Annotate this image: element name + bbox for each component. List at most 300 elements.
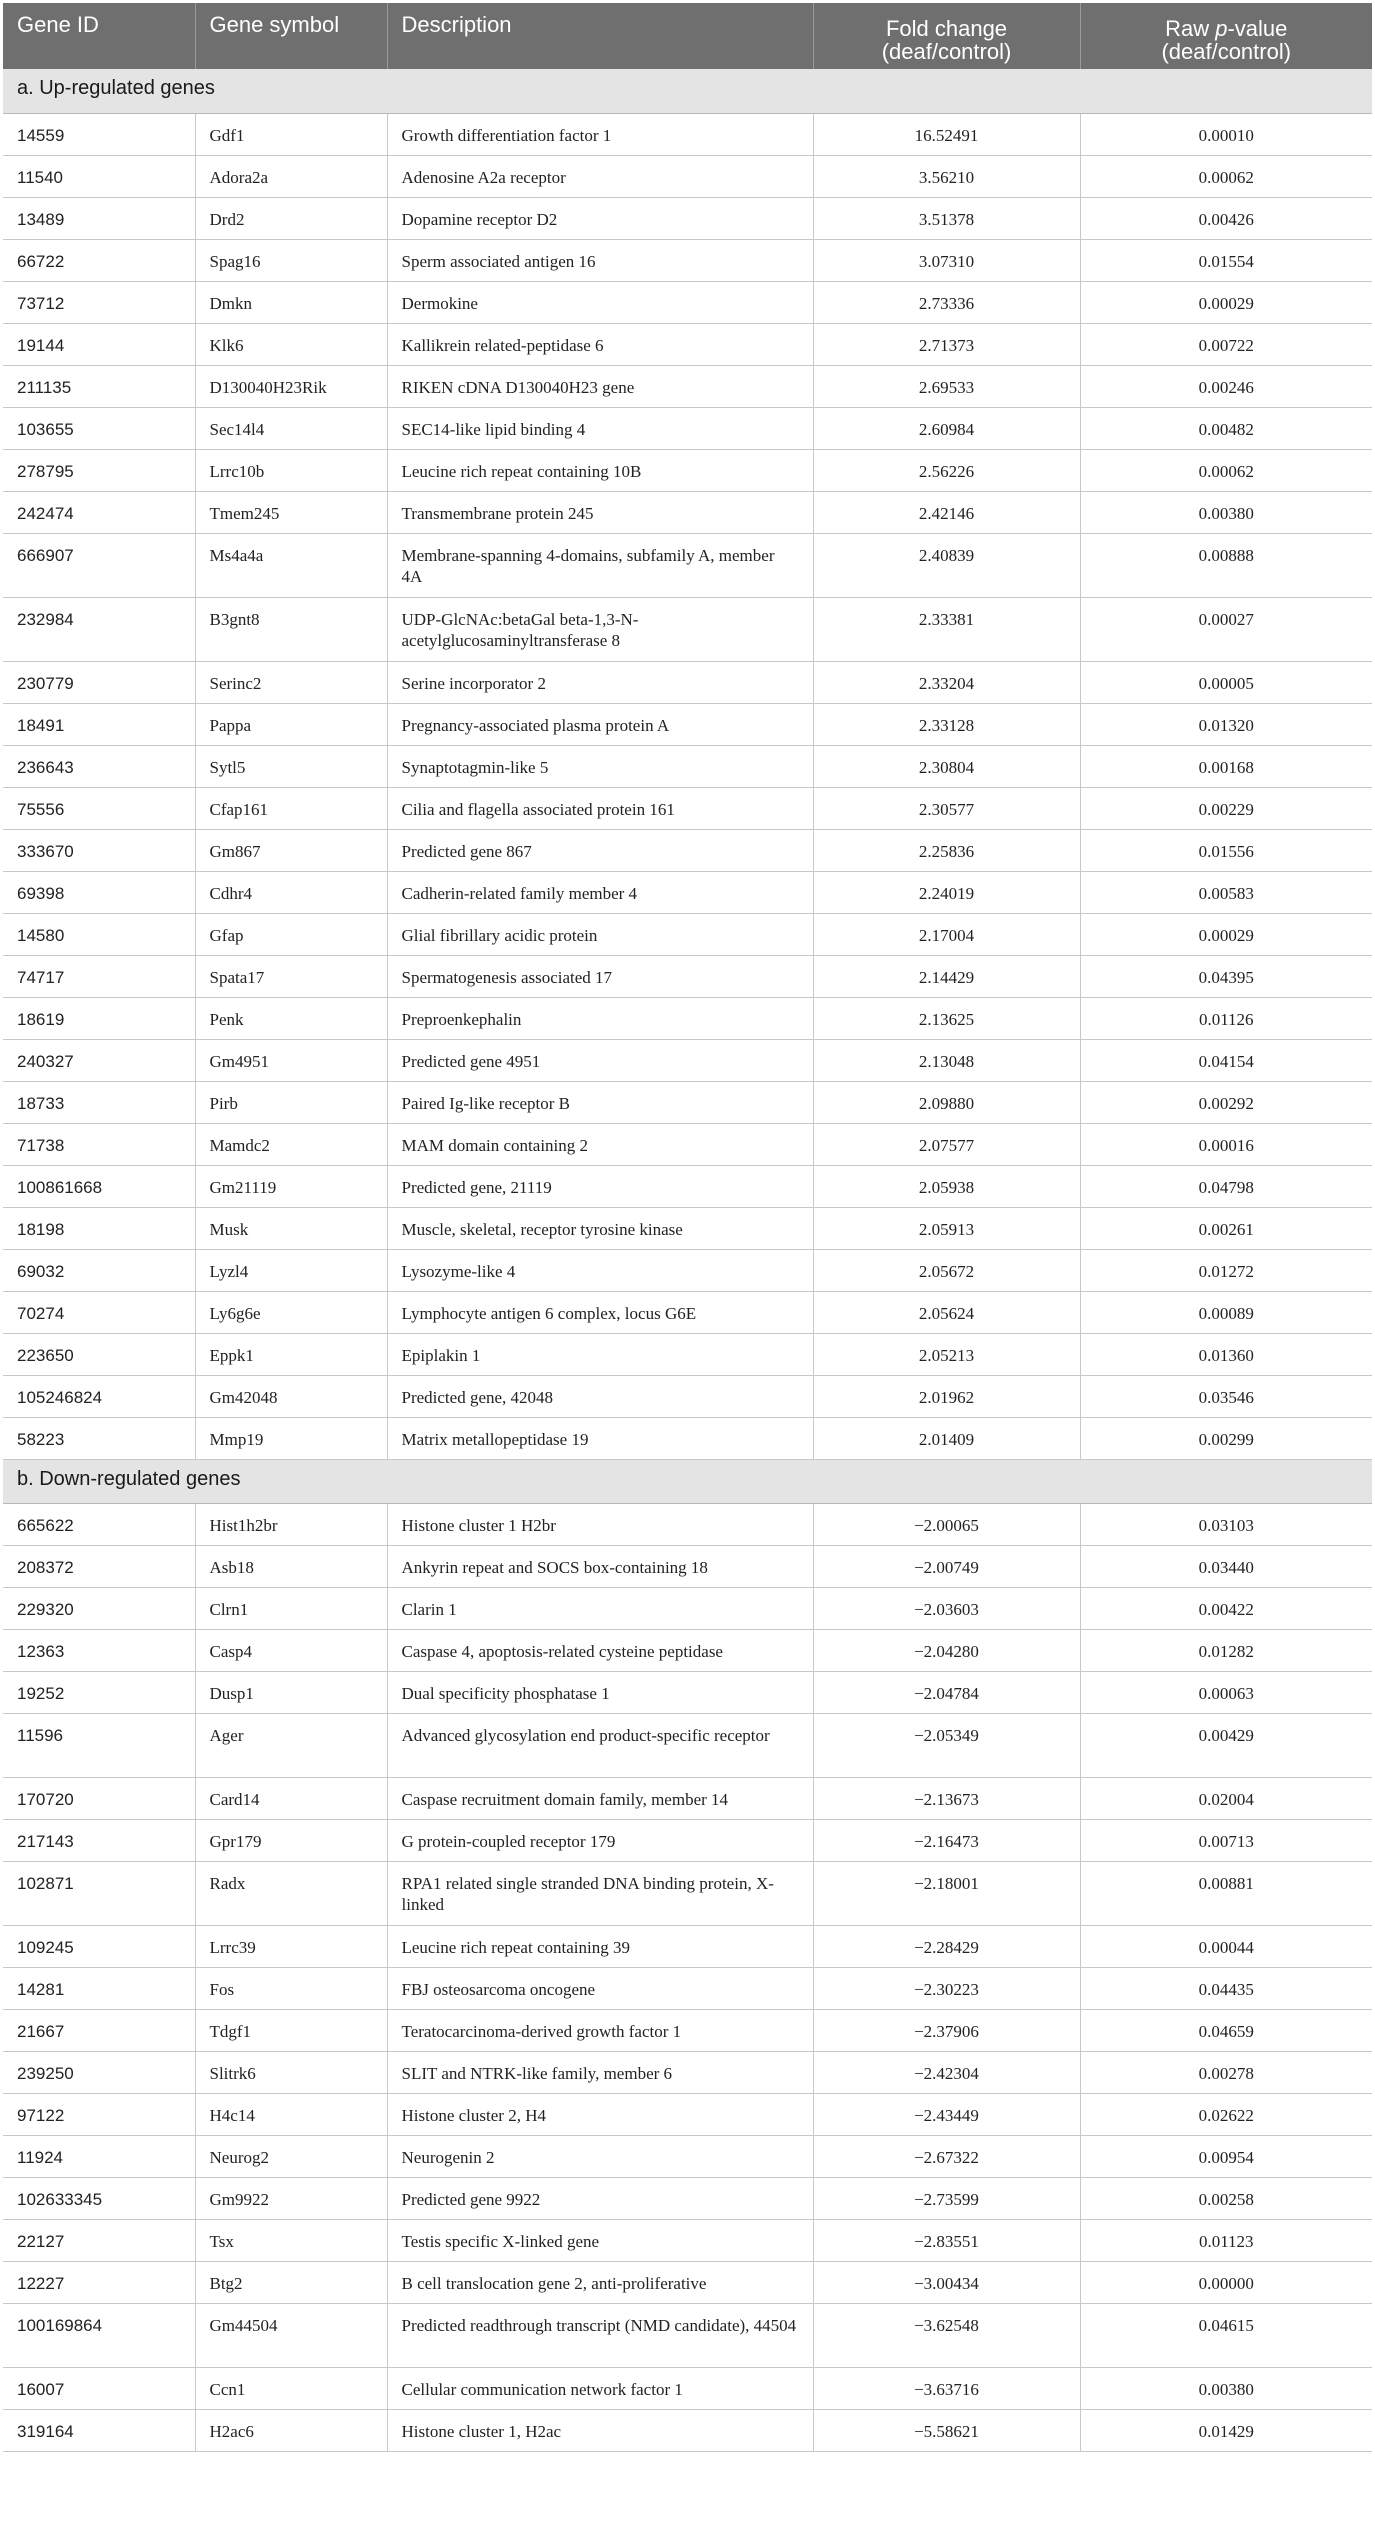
table-row — [3, 1123, 1372, 1165]
cell-fold-change: 2.33381 — [813, 597, 1080, 661]
cell-fold-change: 3.07310 — [813, 239, 1080, 281]
cell-fold-change: 2.69533 — [813, 365, 1080, 407]
cell-gene-id: 14559 — [3, 113, 195, 155]
cell-description: SLIT and NTRK-like family, member 6 — [387, 2051, 813, 2093]
table-row — [3, 597, 1372, 661]
cell-p-value: 0.01272 — [1080, 1249, 1372, 1291]
cell-gene-id: 22127 — [3, 2219, 195, 2261]
cell-gene-id: 12363 — [3, 1629, 195, 1671]
cell-gene-symbol: Hist1h2br — [195, 1503, 387, 1545]
cell-p-value: 0.00722 — [1080, 323, 1372, 365]
cell-p-value: 0.00482 — [1080, 407, 1372, 449]
cell-gene-id: 208372 — [3, 1545, 195, 1587]
cell-description: Cilia and flagella associated protein 161 — [387, 787, 813, 829]
cell-p-value: 0.00044 — [1080, 1925, 1372, 1967]
cell-gene-id: 71738 — [3, 1123, 195, 1165]
cell-p-value: 0.00010 — [1080, 113, 1372, 155]
cell-p-value: 0.00954 — [1080, 2135, 1372, 2177]
cell-gene-id: 242474 — [3, 491, 195, 533]
cell-gene-id: 100169864 — [3, 2303, 195, 2367]
cell-p-value: 0.00246 — [1080, 365, 1372, 407]
cell-gene-symbol: Dusp1 — [195, 1671, 387, 1713]
table-row — [3, 491, 1372, 533]
cell-gene-symbol: Fos — [195, 1967, 387, 2009]
cell-p-value: 0.04435 — [1080, 1967, 1372, 2009]
cell-description: Histone cluster 1 H2br — [387, 1503, 813, 1545]
cell-p-value: 0.00888 — [1080, 533, 1372, 597]
cell-fold-change: −2.04784 — [813, 1671, 1080, 1713]
cell-p-value: 0.03546 — [1080, 1375, 1372, 1417]
cell-gene-symbol: Tsx — [195, 2219, 387, 2261]
cell-description: Matrix metallopeptidase 19 — [387, 1417, 813, 1459]
cell-fold-change: 2.14429 — [813, 955, 1080, 997]
cell-gene-id: 13489 — [3, 197, 195, 239]
cell-gene-symbol: Musk — [195, 1207, 387, 1249]
cell-p-value: 0.00422 — [1080, 1587, 1372, 1629]
cell-gene-id: 11596 — [3, 1713, 195, 1777]
cell-p-value: 0.01282 — [1080, 1629, 1372, 1671]
cell-fold-change: 2.05913 — [813, 1207, 1080, 1249]
cell-gene-id: 14580 — [3, 913, 195, 955]
cell-gene-id: 229320 — [3, 1587, 195, 1629]
cell-description: RPA1 related single stranded DNA binding protein, X-linked — [387, 1861, 813, 1925]
table-row — [3, 1713, 1372, 1777]
cell-description: Predicted gene 867 — [387, 829, 813, 871]
table-row — [3, 155, 1372, 197]
cell-gene-symbol: Gm9922 — [195, 2177, 387, 2219]
cell-p-value: 0.04798 — [1080, 1165, 1372, 1207]
cell-description: Growth differentiation factor 1 — [387, 113, 813, 155]
cell-fold-change: 2.05672 — [813, 1249, 1080, 1291]
table-row — [3, 1587, 1372, 1629]
cell-p-value: 0.03103 — [1080, 1503, 1372, 1545]
cell-fold-change: 3.51378 — [813, 197, 1080, 239]
cell-description: Serine incorporator 2 — [387, 661, 813, 703]
cell-gene-symbol: Card14 — [195, 1777, 387, 1819]
table-row — [3, 913, 1372, 955]
cell-gene-symbol: Gm44504 — [195, 2303, 387, 2367]
cell-p-value: 0.00005 — [1080, 661, 1372, 703]
cell-description: Preproenkephalin — [387, 997, 813, 1039]
cell-gene-id: 69398 — [3, 871, 195, 913]
cell-gene-symbol: Ccn1 — [195, 2367, 387, 2409]
cell-fold-change: 2.13625 — [813, 997, 1080, 1039]
cell-p-value: 0.00299 — [1080, 1417, 1372, 1459]
cell-fold-change: 2.07577 — [813, 1123, 1080, 1165]
cell-gene-id: 73712 — [3, 281, 195, 323]
table-row — [3, 281, 1372, 323]
cell-gene-symbol: Radx — [195, 1861, 387, 1925]
cell-gene-id: 239250 — [3, 2051, 195, 2093]
cell-gene-id: 21667 — [3, 2009, 195, 2051]
cell-gene-symbol: Ager — [195, 1713, 387, 1777]
section-title: b. Down-regulated genes — [3, 1459, 1372, 1503]
table-row — [3, 829, 1372, 871]
cell-description: FBJ osteosarcoma oncogene — [387, 1967, 813, 2009]
cell-gene-symbol: Drd2 — [195, 197, 387, 239]
cell-description: UDP-GlcNAc:betaGal beta-1,3-N-acetylglucosaminyltransferase 8 — [387, 597, 813, 661]
cell-gene-symbol: Sytl5 — [195, 745, 387, 787]
table-row — [3, 1291, 1372, 1333]
cell-gene-id: 16007 — [3, 2367, 195, 2409]
cell-gene-id: 240327 — [3, 1039, 195, 1081]
table-row — [3, 197, 1372, 239]
cell-p-value: 0.01123 — [1080, 2219, 1372, 2261]
header-gene-id: Gene ID — [3, 3, 195, 69]
cell-gene-symbol: Spag16 — [195, 239, 387, 281]
cell-description: Predicted gene, 21119 — [387, 1165, 813, 1207]
cell-fold-change: −2.04280 — [813, 1629, 1080, 1671]
cell-gene-symbol: Lrrc10b — [195, 449, 387, 491]
cell-fold-change: 2.73336 — [813, 281, 1080, 323]
cell-fold-change: 2.71373 — [813, 323, 1080, 365]
cell-gene-symbol: D130040H23Rik — [195, 365, 387, 407]
header-gene-symbol: Gene symbol — [195, 3, 387, 69]
cell-p-value: 0.00429 — [1080, 1713, 1372, 1777]
cell-fold-change: −2.43449 — [813, 2093, 1080, 2135]
cell-gene-id: 18619 — [3, 997, 195, 1039]
cell-p-value: 0.00258 — [1080, 2177, 1372, 2219]
table-row — [3, 1165, 1372, 1207]
cell-p-value: 0.00062 — [1080, 155, 1372, 197]
cell-p-value: 0.02004 — [1080, 1777, 1372, 1819]
cell-description: Synaptotagmin-like 5 — [387, 745, 813, 787]
cell-gene-id: 69032 — [3, 1249, 195, 1291]
cell-fold-change: 2.24019 — [813, 871, 1080, 913]
cell-gene-id: 319164 — [3, 2409, 195, 2451]
table-row — [3, 703, 1372, 745]
cell-description: Kallikrein related-peptidase 6 — [387, 323, 813, 365]
cell-gene-symbol: B3gnt8 — [195, 597, 387, 661]
cell-description: Dermokine — [387, 281, 813, 323]
cell-gene-symbol: Gpr179 — [195, 1819, 387, 1861]
cell-description: Histone cluster 1, H2ac — [387, 2409, 813, 2451]
cell-p-value: 0.04395 — [1080, 955, 1372, 997]
table-row — [3, 323, 1372, 365]
cell-description: Neurogenin 2 — [387, 2135, 813, 2177]
cell-fold-change: −2.13673 — [813, 1777, 1080, 1819]
cell-p-value: 0.00881 — [1080, 1861, 1372, 1925]
header-row — [3, 3, 1372, 69]
cell-gene-symbol: Gfap — [195, 913, 387, 955]
cell-p-value: 0.01126 — [1080, 997, 1372, 1039]
cell-gene-symbol: Lrrc39 — [195, 1925, 387, 1967]
cell-gene-id: 18491 — [3, 703, 195, 745]
table-row — [3, 2367, 1372, 2409]
table-row — [3, 661, 1372, 703]
cell-gene-symbol: Ly6g6e — [195, 1291, 387, 1333]
cell-fold-change: 2.60984 — [813, 407, 1080, 449]
cell-gene-symbol: Serinc2 — [195, 661, 387, 703]
cell-description: Caspase 4, apoptosis-related cysteine peptidase — [387, 1629, 813, 1671]
cell-fold-change: 2.33204 — [813, 661, 1080, 703]
cell-p-value: 0.00063 — [1080, 1671, 1372, 1713]
cell-description: Membrane-spanning 4-domains, subfamily A, member 4A — [387, 533, 813, 597]
cell-gene-id: 103655 — [3, 407, 195, 449]
cell-description: Predicted gene, 42048 — [387, 1375, 813, 1417]
cell-gene-symbol: Gm4951 — [195, 1039, 387, 1081]
cell-gene-id: 236643 — [3, 745, 195, 787]
cell-fold-change: −2.42304 — [813, 2051, 1080, 2093]
table-row — [3, 1545, 1372, 1587]
cell-description: Ankyrin repeat and SOCS box-containing 18 — [387, 1545, 813, 1587]
cell-fold-change: 2.01409 — [813, 1417, 1080, 1459]
section-title: a. Up-regulated genes — [3, 69, 1372, 113]
cell-gene-id: 19144 — [3, 323, 195, 365]
cell-gene-symbol: Gm42048 — [195, 1375, 387, 1417]
cell-description: Adenosine A2a receptor — [387, 155, 813, 197]
header-description: Description — [387, 3, 813, 69]
cell-p-value: 0.03440 — [1080, 1545, 1372, 1587]
cell-description: Paired Ig-like receptor B — [387, 1081, 813, 1123]
cell-gene-symbol: Neurog2 — [195, 2135, 387, 2177]
cell-fold-change: 16.52491 — [813, 113, 1080, 155]
table-row — [3, 1039, 1372, 1081]
cell-p-value: 0.00278 — [1080, 2051, 1372, 2093]
cell-gene-symbol: Gm21119 — [195, 1165, 387, 1207]
cell-p-value: 0.00000 — [1080, 2261, 1372, 2303]
cell-gene-id: 18733 — [3, 1081, 195, 1123]
table-row — [3, 1777, 1372, 1819]
cell-description: Advanced glycosylation end product-specific receptor — [387, 1713, 813, 1777]
cell-description: Transmembrane protein 245 — [387, 491, 813, 533]
cell-gene-id: 232984 — [3, 597, 195, 661]
cell-p-value: 0.00583 — [1080, 871, 1372, 913]
cell-description: Sperm associated antigen 16 — [387, 239, 813, 281]
cell-description: Caspase recruitment domain family, member 14 — [387, 1777, 813, 1819]
cell-fold-change: 2.13048 — [813, 1039, 1080, 1081]
table-row — [3, 955, 1372, 997]
table-row — [3, 2303, 1372, 2367]
header-p-value-line1 — [1095, 17, 1359, 40]
cell-gene-symbol: Sec14l4 — [195, 407, 387, 449]
cell-gene-symbol: Gdf1 — [195, 113, 387, 155]
cell-description: Dual specificity phosphatase 1 — [387, 1671, 813, 1713]
cell-gene-id: 75556 — [3, 787, 195, 829]
table-row — [3, 1375, 1372, 1417]
cell-gene-id: 58223 — [3, 1417, 195, 1459]
table-row — [3, 239, 1372, 281]
cell-gene-id: 230779 — [3, 661, 195, 703]
cell-p-value: 0.00062 — [1080, 449, 1372, 491]
cell-p-value: 0.00016 — [1080, 1123, 1372, 1165]
cell-p-value: 0.00380 — [1080, 491, 1372, 533]
cell-description: Cadherin-related family member 4 — [387, 871, 813, 913]
cell-p-value: 0.00380 — [1080, 2367, 1372, 2409]
table-row — [3, 2177, 1372, 2219]
cell-fold-change: −2.83551 — [813, 2219, 1080, 2261]
cell-gene-symbol: Klk6 — [195, 323, 387, 365]
cell-p-value: 0.00229 — [1080, 787, 1372, 829]
cell-p-value: 0.00261 — [1080, 1207, 1372, 1249]
cell-fold-change: 3.56210 — [813, 155, 1080, 197]
cell-gene-id: 278795 — [3, 449, 195, 491]
cell-gene-symbol: Cfap161 — [195, 787, 387, 829]
cell-fold-change: −2.73599 — [813, 2177, 1080, 2219]
cell-gene-symbol: Btg2 — [195, 2261, 387, 2303]
table-row — [3, 449, 1372, 491]
table-row — [3, 533, 1372, 597]
cell-gene-symbol: Penk — [195, 997, 387, 1039]
cell-p-value: 0.04615 — [1080, 2303, 1372, 2367]
cell-fold-change: −3.62548 — [813, 2303, 1080, 2367]
cell-p-value: 0.01360 — [1080, 1333, 1372, 1375]
cell-gene-id: 11924 — [3, 2135, 195, 2177]
table-row — [3, 1333, 1372, 1375]
cell-gene-symbol: Mmp19 — [195, 1417, 387, 1459]
cell-gene-symbol: H2ac6 — [195, 2409, 387, 2451]
cell-fold-change: 2.17004 — [813, 913, 1080, 955]
cell-description: Teratocarcinoma-derived growth factor 1 — [387, 2009, 813, 2051]
cell-gene-symbol: Ms4a4a — [195, 533, 387, 597]
cell-fold-change: 2.30804 — [813, 745, 1080, 787]
table-row — [3, 2135, 1372, 2177]
cell-fold-change: −2.03603 — [813, 1587, 1080, 1629]
header-p-value-post: -value — [1227, 16, 1288, 41]
cell-description: Histone cluster 2, H4 — [387, 2093, 813, 2135]
header-p-value-pre: Raw — [1165, 16, 1216, 41]
cell-gene-symbol: Casp4 — [195, 1629, 387, 1671]
cell-fold-change: 2.09880 — [813, 1081, 1080, 1123]
cell-gene-id: 70274 — [3, 1291, 195, 1333]
cell-p-value: 0.00029 — [1080, 281, 1372, 323]
table-row — [3, 2219, 1372, 2261]
cell-gene-symbol: Lyzl4 — [195, 1249, 387, 1291]
cell-gene-symbol: Cdhr4 — [195, 871, 387, 913]
cell-gene-symbol: Pirb — [195, 1081, 387, 1123]
cell-fold-change: 2.42146 — [813, 491, 1080, 533]
cell-gene-symbol: Gm867 — [195, 829, 387, 871]
header-fold-change-line1: Fold change — [885, 16, 1008, 41]
cell-gene-symbol: Mamdc2 — [195, 1123, 387, 1165]
cell-description: Muscle, skeletal, receptor tyrosine kinase — [387, 1207, 813, 1249]
cell-p-value: 0.00089 — [1080, 1291, 1372, 1333]
cell-p-value: 0.04659 — [1080, 2009, 1372, 2051]
table-header — [3, 3, 1372, 69]
cell-p-value: 0.01556 — [1080, 829, 1372, 871]
cell-fold-change: 2.40839 — [813, 533, 1080, 597]
cell-gene-id: 102871 — [3, 1861, 195, 1925]
cell-gene-id: 665622 — [3, 1503, 195, 1545]
table-row — [3, 745, 1372, 787]
table-row — [3, 2093, 1372, 2135]
table-row — [3, 365, 1372, 407]
table-row — [3, 1081, 1372, 1123]
table-row — [3, 871, 1372, 913]
cell-p-value: 0.00426 — [1080, 197, 1372, 239]
cell-description: Leucine rich repeat containing 10B — [387, 449, 813, 491]
table-row — [3, 1861, 1372, 1925]
cell-p-value: 0.01429 — [1080, 2409, 1372, 2451]
cell-p-value: 0.02622 — [1080, 2093, 1372, 2135]
cell-description: Epiplakin 1 — [387, 1333, 813, 1375]
cell-gene-symbol: Pappa — [195, 703, 387, 745]
cell-fold-change: 2.33128 — [813, 703, 1080, 745]
cell-description: Dopamine receptor D2 — [387, 197, 813, 239]
cell-gene-id: 19252 — [3, 1671, 195, 1713]
cell-gene-id: 223650 — [3, 1333, 195, 1375]
cell-fold-change: −2.37906 — [813, 2009, 1080, 2051]
cell-fold-change: −2.00749 — [813, 1545, 1080, 1587]
cell-gene-symbol: Asb18 — [195, 1545, 387, 1587]
cell-gene-id: 102633345 — [3, 2177, 195, 2219]
cell-gene-symbol: Clrn1 — [195, 1587, 387, 1629]
cell-fold-change: −3.63716 — [813, 2367, 1080, 2409]
table-row — [3, 1207, 1372, 1249]
cell-fold-change: −2.28429 — [813, 1925, 1080, 1967]
cell-fold-change: 2.05938 — [813, 1165, 1080, 1207]
cell-description: Testis specific X-linked gene — [387, 2219, 813, 2261]
cell-description: MAM domain containing 2 — [387, 1123, 813, 1165]
cell-fold-change: −2.16473 — [813, 1819, 1080, 1861]
cell-gene-symbol: Tmem245 — [195, 491, 387, 533]
cell-gene-symbol: Tdgf1 — [195, 2009, 387, 2051]
cell-fold-change: −2.18001 — [813, 1861, 1080, 1925]
cell-p-value: 0.00168 — [1080, 745, 1372, 787]
table-row — [3, 2409, 1372, 2451]
cell-description: Leucine rich repeat containing 39 — [387, 1925, 813, 1967]
cell-fold-change: 2.01962 — [813, 1375, 1080, 1417]
cell-description: Lymphocyte antigen 6 complex, locus G6E — [387, 1291, 813, 1333]
table-row — [3, 1503, 1372, 1545]
cell-gene-id: 100861668 — [3, 1165, 195, 1207]
cell-gene-id: 211135 — [3, 365, 195, 407]
table-row — [3, 2009, 1372, 2051]
cell-fold-change: 2.05624 — [813, 1291, 1080, 1333]
header-fold-change-line2: (deaf/control) — [881, 39, 1012, 64]
cell-fold-change: 2.30577 — [813, 787, 1080, 829]
cell-description: G protein-coupled receptor 179 — [387, 1819, 813, 1861]
cell-fold-change: 2.25836 — [813, 829, 1080, 871]
gene-table — [3, 3, 1372, 2452]
cell-gene-symbol: Adora2a — [195, 155, 387, 197]
table-row — [3, 1967, 1372, 2009]
section-header-row — [3, 1459, 1372, 1503]
header-fold-change — [813, 3, 1080, 69]
table-row — [3, 113, 1372, 155]
cell-description: Lysozyme-like 4 — [387, 1249, 813, 1291]
cell-fold-change: −2.67322 — [813, 2135, 1080, 2177]
cell-fold-change: −2.05349 — [813, 1713, 1080, 1777]
cell-gene-symbol: Eppk1 — [195, 1333, 387, 1375]
table-body — [3, 69, 1372, 2451]
cell-fold-change: 2.05213 — [813, 1333, 1080, 1375]
cell-gene-symbol: Spata17 — [195, 955, 387, 997]
cell-gene-symbol: Dmkn — [195, 281, 387, 323]
cell-fold-change: −2.00065 — [813, 1503, 1080, 1545]
cell-fold-change: −5.58621 — [813, 2409, 1080, 2451]
cell-description: Cellular communication network factor 1 — [387, 2367, 813, 2409]
cell-p-value: 0.00292 — [1080, 1081, 1372, 1123]
table-row — [3, 1925, 1372, 1967]
cell-p-value: 0.00027 — [1080, 597, 1372, 661]
cell-gene-id: 170720 — [3, 1777, 195, 1819]
table-row — [3, 1819, 1372, 1861]
header-p-value-line2: (deaf/control) — [1161, 39, 1292, 64]
table-row — [3, 1249, 1372, 1291]
cell-gene-id: 12227 — [3, 2261, 195, 2303]
table-row — [3, 787, 1372, 829]
cell-gene-id: 18198 — [3, 1207, 195, 1249]
cell-p-value: 0.01554 — [1080, 239, 1372, 281]
cell-gene-id: 74717 — [3, 955, 195, 997]
section-header-row — [3, 69, 1372, 113]
table-row — [3, 1671, 1372, 1713]
cell-description: Predicted gene 9922 — [387, 2177, 813, 2219]
cell-p-value: 0.01320 — [1080, 703, 1372, 745]
cell-gene-id: 217143 — [3, 1819, 195, 1861]
cell-gene-id: 14281 — [3, 1967, 195, 2009]
